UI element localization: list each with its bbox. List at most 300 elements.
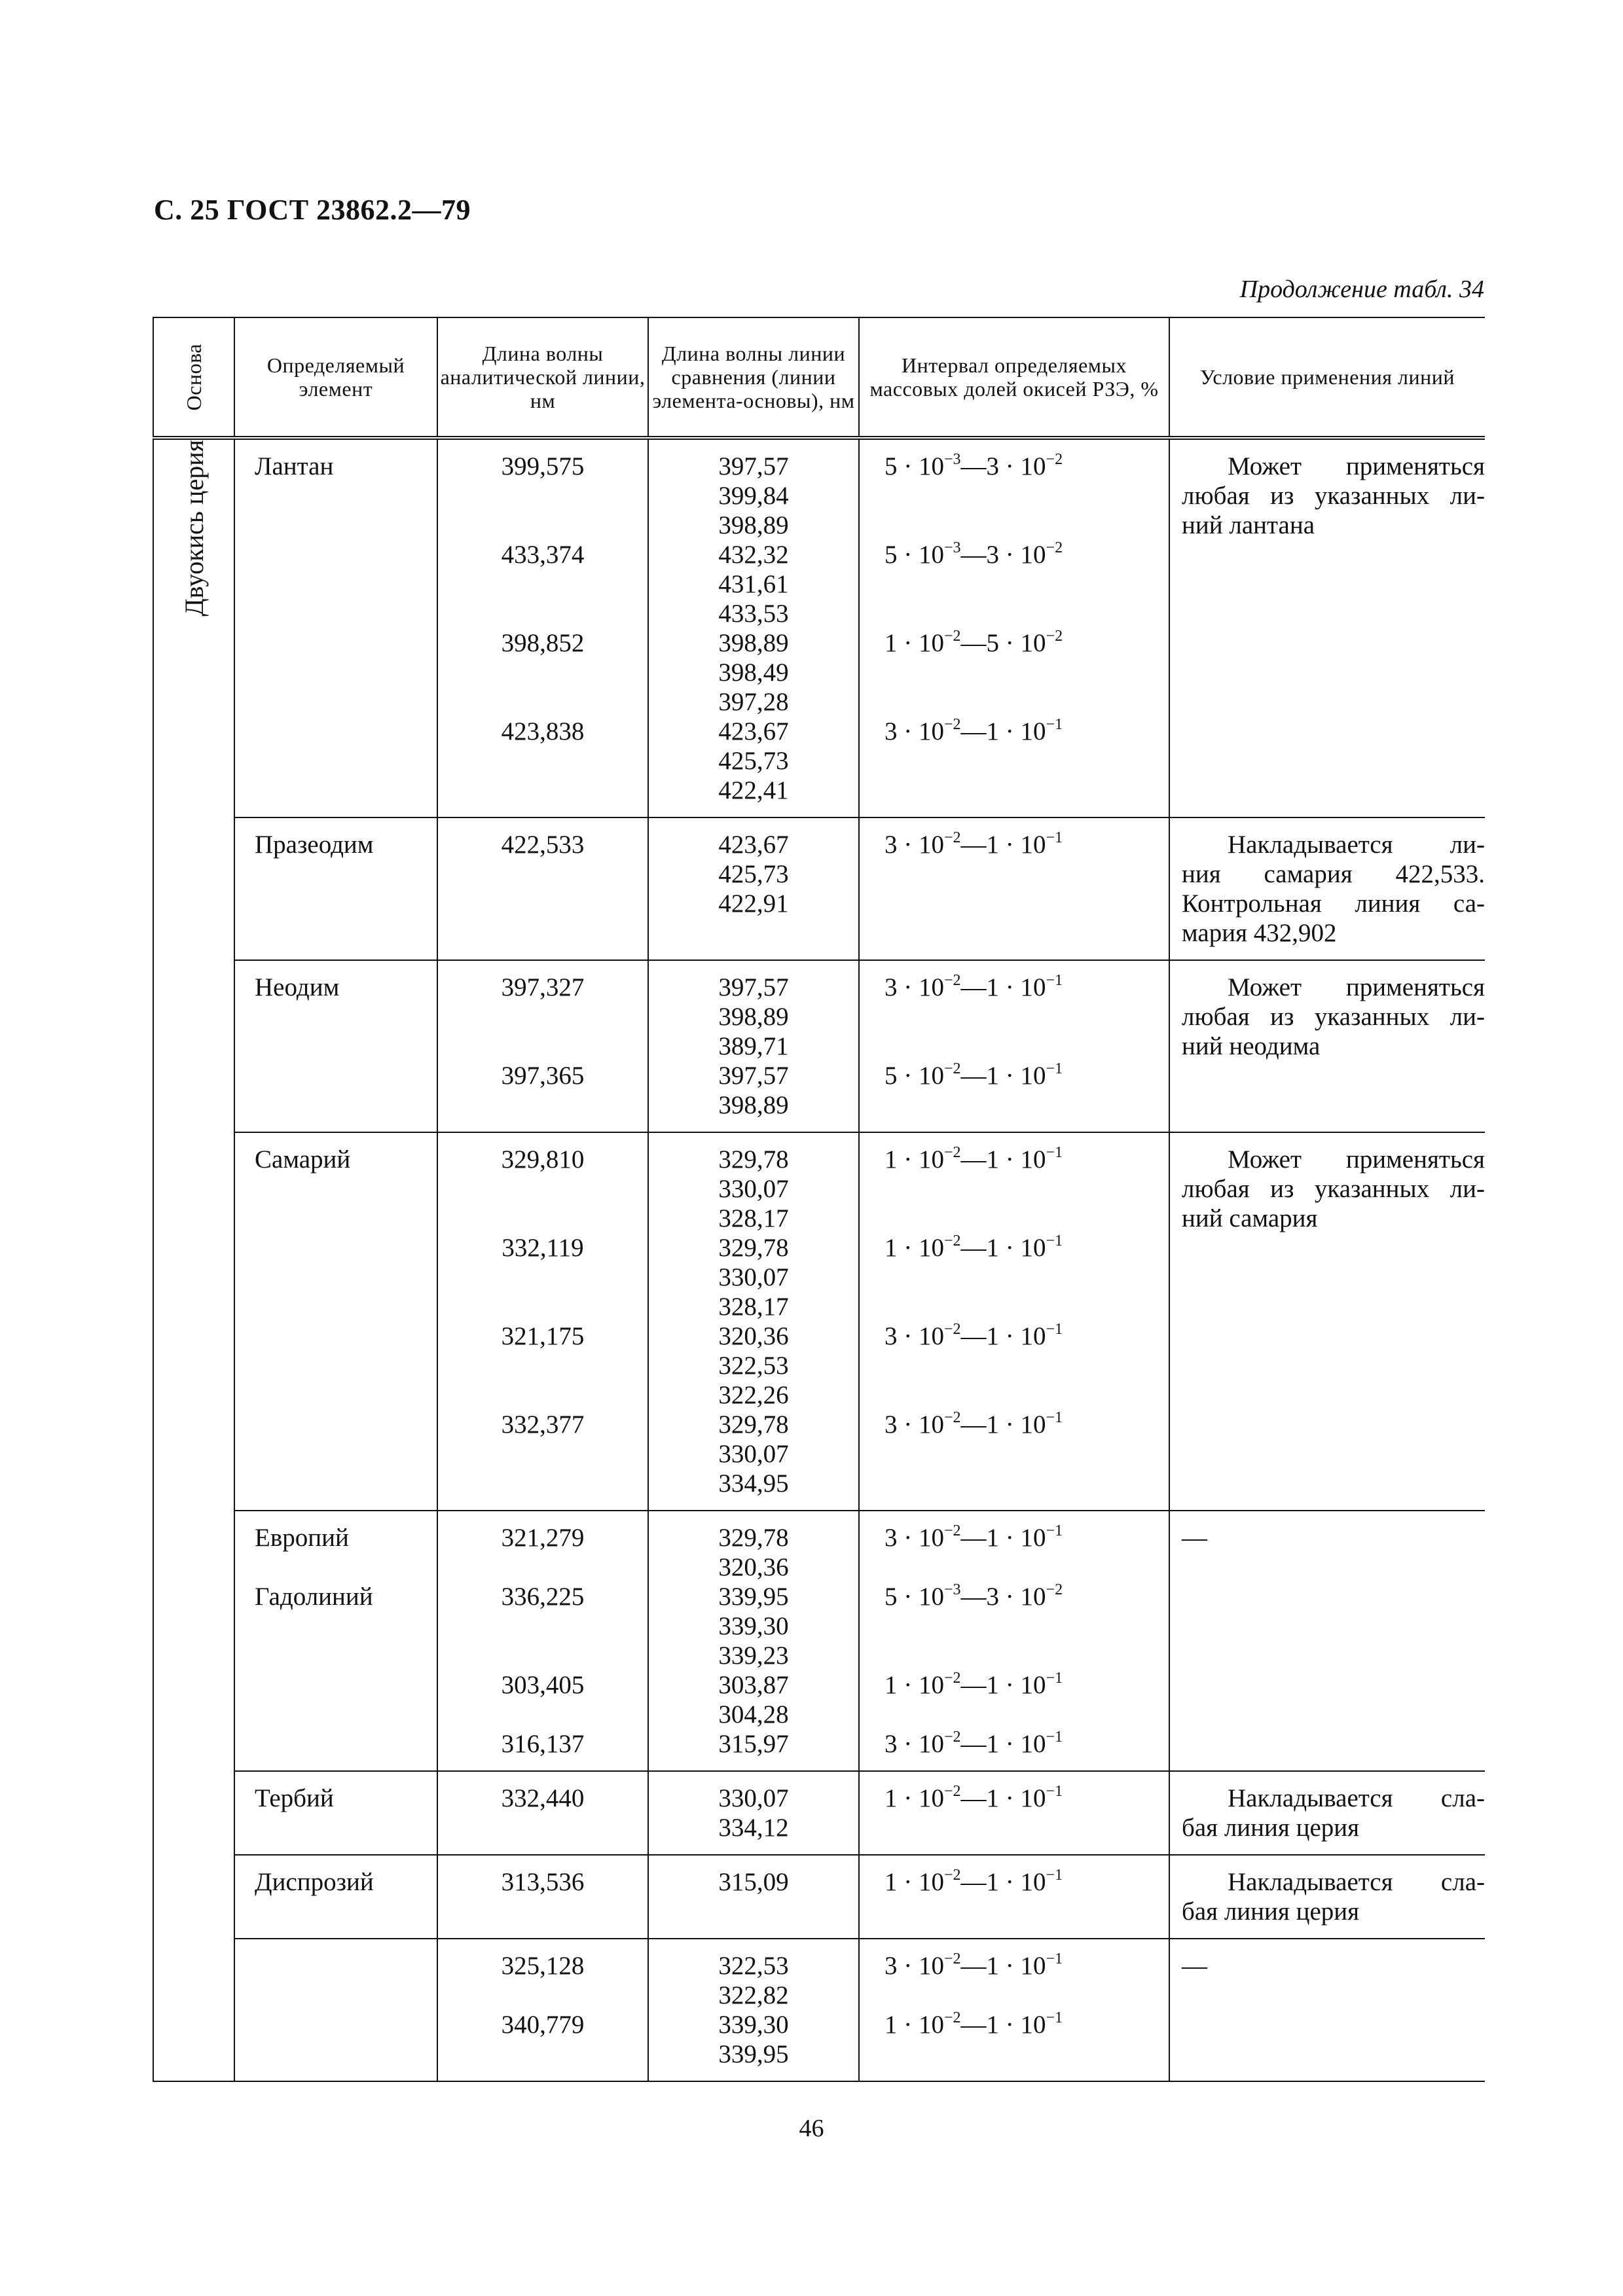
interval-upper-exponent: −2 [1046, 539, 1063, 556]
condition-line: ния самария 422,533. [1182, 860, 1485, 888]
compare-wavelength: 398,89 [718, 511, 789, 539]
mass-fraction-interval: $3 \cdot 10^{-2}—1 \cdot 10^{-1}$ [884, 1321, 1063, 1350]
element-name [255, 1951, 431, 2010]
analytic-wavelength: 433,374 [501, 541, 585, 569]
analytic-wavelength: 332,440 [501, 1784, 585, 1812]
condition-line: Накладывается сла- [1228, 1784, 1485, 1812]
mass-fraction-interval: $1 \cdot 10^{-2}—5 \cdot 10^{-2}$ [884, 628, 1063, 657]
element-name: Празеодим [255, 831, 374, 859]
interval-upper-coefficient: 1 [986, 1671, 1000, 1699]
compare-wavelength: 397,57 [718, 1062, 789, 1090]
condition-line: любая из указанных ли- [1182, 1003, 1485, 1031]
condition-line: ний самария [1182, 1204, 1318, 1232]
interval-lower-coefficient: 3 [884, 831, 898, 859]
interval-lower-exponent-sup [944, 1144, 961, 1161]
compare-wavelength: 423,67 [718, 717, 789, 745]
compare-wavelength-cell [648, 1855, 859, 1939]
interval-lower-coefficient: 1 [884, 629, 898, 657]
interval-upper-exponent-sup [1046, 1144, 1063, 1161]
compare-wavelength: 328,17 [718, 1293, 789, 1321]
element-name: Диспрозий [255, 1868, 374, 1896]
analytic-wavelength-list [438, 1511, 647, 1770]
condition-text [1170, 440, 1485, 552]
mass-fraction-interval: $3 \cdot 10^{-2}—1 \cdot 10^{-1}$ [884, 716, 1063, 745]
interval-lower-exponent: −2 [944, 829, 961, 846]
interval-lower-exponent: −2 [944, 1867, 961, 1884]
interval-upper-exponent-sup [1046, 1060, 1063, 1077]
analytic-wavelength: 340,779 [501, 2011, 585, 2039]
element-list [235, 961, 437, 1132]
element-list [235, 1133, 437, 1510]
element-list [235, 1511, 437, 1770]
analytic-wavelength: 422,533 [501, 831, 585, 859]
interval-cell [859, 817, 1169, 960]
compare-wavelength: 320,36 [718, 1322, 789, 1350]
interval-lower-exponent: −2 [944, 1670, 961, 1687]
compare-wavelength: 329,78 [718, 1524, 789, 1552]
element-cell [234, 960, 437, 1132]
interval-upper-exponent: −1 [1046, 1060, 1063, 1077]
element-name [255, 1729, 431, 1759]
interval-lower-exponent: −2 [944, 1783, 961, 1800]
interval-lower-exponent-sup [944, 1867, 961, 1884]
interval-lower-exponent: −2 [944, 1060, 961, 1077]
element-name: Самарий [255, 1145, 351, 1174]
page-number: 46 [799, 2115, 824, 2142]
interval-upper-exponent: −1 [1046, 1867, 1063, 1884]
mass-fraction-interval: $3 \cdot 10^{-2}—1 \cdot 10^{-1}$ [884, 829, 1063, 859]
interval-lower-exponent-sup [944, 539, 961, 556]
condition-text [1170, 818, 1485, 960]
interval-upper-coefficient: 5 [986, 629, 1000, 657]
interval-upper-coefficient: 1 [986, 1145, 1000, 1174]
analytic-wavelength-cell [437, 1939, 648, 2081]
element-list [235, 818, 437, 930]
analytic-wavelength-cell [437, 960, 648, 1132]
interval-upper-coefficient: 1 [986, 1062, 1000, 1090]
interval-upper-coefficient: 1 [986, 1730, 1000, 1758]
interval-lower-exponent: −2 [944, 972, 961, 989]
table-body-row [153, 960, 1485, 1132]
analytic-wavelength: 303,405 [501, 1671, 585, 1699]
analytic-wavelength: 399,575 [501, 452, 585, 480]
interval-list [860, 1511, 1169, 1770]
interval-upper-exponent-sup [1046, 1783, 1063, 1800]
compare-wavelength: 322,82 [718, 1981, 789, 2009]
condition-line: бая линия церия [1182, 1897, 1360, 1926]
interval-lower-exponent-sup [944, 1783, 961, 1800]
condition-cell [1169, 1132, 1485, 1511]
element-name [255, 540, 431, 628]
element-name [255, 1670, 431, 1729]
interval-upper-exponent-sup [1046, 1581, 1063, 1598]
condition-cell [1169, 1771, 1485, 1855]
interval-upper-coefficient: 1 [986, 1410, 1000, 1439]
compare-wavelength: 425,73 [718, 860, 789, 888]
analytic-wavelength-cell [437, 1511, 648, 1771]
condition-dash: — [1182, 1524, 1207, 1552]
compare-wavelength-cell [648, 1132, 859, 1511]
compare-wavelength: 339,95 [718, 2040, 789, 2068]
header-element: Определяемый элемент [234, 317, 437, 438]
mass-fraction-interval: $1 \cdot 10^{-2}—1 \cdot 10^{-1}$ [884, 1867, 1063, 1896]
header-osnova-label: Основа [182, 343, 206, 411]
element-list [235, 1939, 437, 2081]
osnova-label: Двуокись церия [179, 440, 209, 617]
interval-cell [859, 438, 1169, 817]
interval-lower-exponent-sup [944, 716, 961, 733]
compare-wavelength: 330,07 [718, 1175, 789, 1203]
interval-lower-exponent-sup [944, 1321, 961, 1338]
interval-lower-coefficient: 3 [884, 1952, 898, 1980]
interval-lower-exponent-sup [944, 1729, 961, 1746]
element-name [255, 1410, 431, 1498]
condition-cell [1169, 1511, 1485, 1771]
interval-upper-coefficient: 1 [986, 1952, 1000, 1980]
compare-wavelength: 320,36 [718, 1553, 789, 1581]
interval-upper-exponent: −1 [1046, 1670, 1063, 1687]
compare-wavelength-cell [648, 960, 859, 1132]
element-name: Европий [255, 1524, 349, 1552]
header-compare-wavelength: Длина волны линии сравнения (линии элемента-основы), нм [648, 317, 859, 438]
analytic-wavelength-list [438, 1133, 647, 1510]
table-body-row [153, 1132, 1485, 1511]
element-name: Гадолиний [255, 1583, 373, 1611]
interval-lower-exponent-sup [944, 451, 961, 468]
condition-line: Накладывается ли- [1228, 831, 1485, 859]
mass-fraction-interval: $5 \cdot 10^{-3}—3 \cdot 10^{-2}$ [884, 451, 1063, 480]
interval-lower-coefficient: 1 [884, 2011, 898, 2039]
compare-wavelength-list [649, 1133, 858, 1510]
interval-upper-exponent: −1 [1046, 972, 1063, 989]
mass-fraction-interval: $1 \cdot 10^{-2}—1 \cdot 10^{-1}$ [884, 1232, 1063, 1262]
condition-dash: — [1182, 1952, 1207, 1980]
condition-line: ний неодима [1182, 1032, 1321, 1060]
mass-fraction-interval: $3 \cdot 10^{-2}—1 \cdot 10^{-1}$ [884, 1729, 1063, 1758]
compare-wavelength: 398,89 [718, 629, 789, 657]
compare-wavelength-cell [648, 1771, 859, 1855]
analytic-wavelength-cell [437, 1132, 648, 1511]
compare-wavelength-list [649, 1772, 858, 1854]
interval-lower-exponent-sup [944, 1950, 961, 1967]
interval-lower-coefficient: 1 [884, 1868, 898, 1896]
compare-wavelength: 432,32 [718, 541, 789, 569]
interval-list [860, 961, 1169, 1132]
condition-cell [1169, 960, 1485, 1132]
condition-text [1170, 961, 1485, 1073]
mass-fraction-interval: $5 \cdot 10^{-2}—1 \cdot 10^{-1}$ [884, 1060, 1063, 1090]
interval-lower-coefficient: 1 [884, 1234, 898, 1262]
table-body-row [153, 1771, 1485, 1855]
condition-text [1170, 1856, 1485, 1938]
interval-upper-exponent: −1 [1046, 829, 1063, 846]
interval-lower-exponent: −2 [944, 2009, 961, 2026]
interval-upper-exponent-sup [1046, 1321, 1063, 1338]
interval-lower-coefficient: 3 [884, 1730, 898, 1758]
interval-upper-exponent: −1 [1046, 1321, 1063, 1338]
analytic-wavelength: 321,279 [501, 1524, 585, 1552]
interval-lower-coefficient: 3 [884, 1524, 898, 1552]
document-header: С. 25 ГОСТ 23862.2—79 [154, 194, 471, 226]
compare-wavelength-cell [648, 438, 859, 817]
analytic-wavelength: 321,175 [501, 1322, 585, 1350]
condition-line: Может применяться [1228, 973, 1485, 1001]
analytic-wavelength-list [438, 818, 647, 930]
mass-fraction-interval: $5 \cdot 10^{-3}—3 \cdot 10^{-2}$ [884, 1581, 1063, 1611]
interval-upper-coefficient: 1 [986, 1524, 1000, 1552]
interval-lower-exponent-sup [944, 1409, 961, 1426]
interval-lower-exponent-sup [944, 628, 961, 645]
interval-lower-coefficient: 1 [884, 1145, 898, 1174]
interval-lower-exponent-sup [944, 829, 961, 846]
element-cell [234, 1511, 437, 1771]
compare-wavelength: 315,97 [718, 1730, 789, 1758]
condition-text [1170, 1939, 1485, 1992]
mass-fraction-interval: $3 \cdot 10^{-2}—1 \cdot 10^{-1}$ [884, 1950, 1063, 1980]
interval-upper-exponent-sup [1046, 2009, 1063, 2026]
compare-wavelength: 322,26 [718, 1381, 789, 1409]
mass-fraction-interval: $1 \cdot 10^{-2}—1 \cdot 10^{-1}$ [884, 1670, 1063, 1699]
analytic-wavelength-list [438, 1772, 647, 1854]
compare-wavelength: 397,57 [718, 973, 789, 1001]
analytic-wavelength: 313,536 [501, 1868, 585, 1896]
interval-cell [859, 960, 1169, 1132]
compare-wavelength: 328,17 [718, 1204, 789, 1232]
compare-wavelength: 431,61 [718, 570, 789, 598]
element-cell [234, 1771, 437, 1855]
header-interval: Интервал определяемых массовых долей окисей РЗЭ, % [859, 317, 1169, 438]
interval-upper-coefficient: 1 [986, 1234, 1000, 1262]
interval-upper-exponent-sup [1046, 1867, 1063, 1884]
compare-wavelength: 339,95 [718, 1583, 789, 1611]
compare-wavelength-cell [648, 1939, 859, 2081]
interval-upper-exponent-sup [1046, 1522, 1063, 1539]
analytic-wavelength: 397,365 [501, 1062, 585, 1090]
mass-fraction-interval: $3 \cdot 10^{-2}—1 \cdot 10^{-1}$ [884, 972, 1063, 1001]
compare-wavelength: 399,84 [718, 482, 789, 510]
interval-lower-coefficient: 5 [884, 541, 898, 569]
element-cell [234, 1132, 437, 1511]
interval-upper-coefficient: 1 [986, 1322, 1000, 1350]
interval-lower-exponent-sup [944, 1060, 961, 1077]
condition-line: Может применяться [1228, 452, 1485, 480]
compare-wavelength: 397,57 [718, 452, 789, 480]
compare-wavelength: 433,53 [718, 600, 789, 628]
interval-upper-exponent-sup [1046, 716, 1063, 733]
interval-list [860, 818, 1169, 930]
interval-cell [859, 1132, 1169, 1511]
element-name [255, 628, 431, 717]
table-continuation-label: Продолжение табл. 34 [1239, 276, 1484, 303]
table-header [153, 317, 1485, 438]
interval-lower-exponent-sup [944, 1670, 961, 1687]
analytic-wavelength-list [438, 1939, 647, 2081]
interval-upper-exponent-sup [1046, 972, 1063, 989]
condition-cell [1169, 438, 1485, 817]
interval-upper-exponent-sup [1046, 829, 1063, 846]
condition-cell [1169, 817, 1485, 960]
interval-lower-exponent: −3 [944, 539, 961, 556]
table-body-row [153, 438, 1485, 817]
interval-list [860, 440, 1169, 817]
interval-lower-exponent: −2 [944, 1144, 961, 1161]
interval-cell [859, 1511, 1169, 1771]
compare-wavelength: 329,78 [718, 1410, 789, 1439]
mass-fraction-interval: $3 \cdot 10^{-2}—1 \cdot 10^{-1}$ [884, 1409, 1063, 1439]
analytic-wavelength: 332,377 [501, 1410, 585, 1439]
interval-lower-exponent-sup [944, 972, 961, 989]
analytic-wavelength-list [438, 1856, 647, 1909]
condition-text [1170, 1511, 1485, 1564]
interval-lower-exponent: −3 [944, 451, 961, 468]
element-cell [234, 1939, 437, 2081]
mass-fraction-interval: $3 \cdot 10^{-2}—1 \cdot 10^{-1}$ [884, 1522, 1063, 1552]
table-body-row [153, 1855, 1485, 1939]
analytic-wavelength-cell [437, 1771, 648, 1855]
interval-upper-exponent-sup [1046, 1950, 1063, 1967]
interval-upper-coefficient: 3 [986, 452, 1000, 480]
interval-upper-exponent-sup [1046, 628, 1063, 645]
element-cell [234, 817, 437, 960]
interval-list [860, 1856, 1169, 1909]
element-name: Лантан [255, 452, 334, 480]
element-list [235, 440, 437, 817]
interval-upper-exponent: −1 [1046, 1729, 1063, 1746]
analytic-wavelength-cell [437, 438, 648, 817]
interval-lower-exponent: −2 [944, 628, 961, 645]
compare-wavelength: 322,53 [718, 1952, 789, 1980]
interval-list [860, 1939, 1169, 2081]
element-name: Тербий [255, 1784, 334, 1812]
interval-lower-coefficient: 1 [884, 1784, 898, 1812]
header-analytic-wavelength: Длина волны аналитической линии, нм [437, 317, 648, 438]
interval-cell [859, 1939, 1169, 2081]
interval-list [860, 1133, 1169, 1510]
condition-line: мария 432,902 [1182, 919, 1337, 947]
condition-cell [1169, 1855, 1485, 1939]
interval-lower-exponent: −2 [944, 1729, 961, 1746]
interval-upper-exponent: −1 [1046, 1783, 1063, 1800]
compare-wavelength-cell [648, 817, 859, 960]
interval-upper-exponent: −1 [1046, 1232, 1063, 1249]
compare-wavelength: 330,07 [718, 1440, 789, 1468]
compare-wavelength-list [649, 818, 858, 930]
interval-lower-exponent-sup [944, 2009, 961, 2026]
analytic-wavelength: 329,810 [501, 1145, 585, 1174]
interval-upper-coefficient: 1 [986, 717, 1000, 745]
analytic-wavelength-cell [437, 817, 648, 960]
analytic-wavelength-list [438, 961, 647, 1132]
condition-line: ний лантана [1182, 511, 1315, 539]
compare-wavelength: 423,67 [718, 831, 789, 859]
table-body-row [153, 817, 1485, 960]
interval-upper-exponent: −1 [1046, 1522, 1063, 1539]
interval-upper-coefficient: 1 [986, 973, 1000, 1001]
mass-fraction-interval: $1 \cdot 10^{-2}—1 \cdot 10^{-1}$ [884, 1783, 1063, 1812]
interval-upper-coefficient: 1 [986, 2011, 1000, 2039]
table-header-row [153, 317, 1485, 438]
interval-lower-exponent: −2 [944, 1321, 961, 1338]
analytic-wavelength: 332,119 [501, 1234, 584, 1262]
compare-wavelength: 398,89 [718, 1091, 789, 1119]
condition-cell [1169, 1939, 1485, 2081]
condition-line: любая из указанных ли- [1182, 482, 1485, 510]
interval-upper-exponent-sup [1046, 539, 1063, 556]
analytic-wavelength-cell [437, 1855, 648, 1939]
interval-upper-exponent: −1 [1046, 1144, 1063, 1161]
interval-lower-exponent: −2 [944, 1232, 961, 1249]
interval-lower-exponent-sup [944, 1232, 961, 1249]
compare-wavelength: 389,71 [718, 1032, 789, 1060]
interval-lower-coefficient: 5 [884, 1062, 898, 1090]
compare-wavelength: 303,87 [718, 1671, 789, 1699]
interval-upper-exponent-sup [1046, 1670, 1063, 1687]
compare-wavelength: 322,53 [718, 1352, 789, 1380]
compare-wavelength: 398,49 [718, 658, 789, 687]
interval-upper-exponent: −2 [1046, 451, 1063, 468]
interval-lower-exponent: −2 [944, 1409, 961, 1426]
condition-line: любая из указанных ли- [1182, 1175, 1485, 1203]
mass-fraction-interval: $1 \cdot 10^{-2}—1 \cdot 10^{-1}$ [884, 2009, 1063, 2039]
element-list [235, 1856, 437, 1909]
compare-wavelength: 330,07 [718, 1263, 789, 1291]
interval-upper-exponent: −1 [1046, 1950, 1063, 1967]
interval-lower-exponent-sup [944, 1522, 961, 1539]
condition-text [1170, 1772, 1485, 1854]
interval-upper-exponent-sup [1046, 1232, 1063, 1249]
compare-wavelength: 334,12 [718, 1814, 789, 1842]
condition-line: Может применяться [1228, 1145, 1485, 1174]
interval-cell [859, 1855, 1169, 1939]
compare-wavelength: 422,91 [718, 889, 789, 918]
condition-text [1170, 1133, 1485, 1245]
interval-lower-coefficient: 5 [884, 1583, 898, 1611]
spectral-lines-table [153, 317, 1485, 2082]
table-body-row [153, 1939, 1485, 2081]
element-name [255, 1321, 431, 1410]
compare-wavelength-list [649, 961, 858, 1132]
compare-wavelength: 398,89 [718, 1003, 789, 1031]
interval-upper-exponent: −2 [1046, 1581, 1063, 1598]
osnova-wrapper [154, 440, 234, 617]
element-cell [234, 438, 437, 817]
compare-wavelength-list [649, 1856, 858, 1909]
interval-upper-exponent: −1 [1046, 716, 1063, 733]
element-list [235, 1772, 437, 1854]
interval-upper-exponent-sup [1046, 1729, 1063, 1746]
compare-wavelength-cell [648, 1511, 859, 1771]
interval-lower-coefficient: 3 [884, 973, 898, 1001]
element-name [255, 717, 431, 805]
interval-upper-coefficient: 1 [986, 831, 1000, 859]
interval-lower-exponent: −2 [944, 1522, 961, 1539]
compare-wavelength: 425,73 [718, 747, 789, 775]
element-cell [234, 1855, 437, 1939]
compare-wavelength: 339,30 [718, 2011, 789, 2039]
compare-wavelength: 339,30 [718, 1612, 789, 1640]
interval-upper-coefficient: 1 [986, 1784, 1000, 1812]
interval-upper-coefficient: 1 [986, 1868, 1000, 1896]
interval-lower-exponent: −2 [944, 716, 961, 733]
interval-upper-exponent-sup [1046, 1409, 1063, 1426]
table-body-row [153, 1511, 1485, 1771]
interval-lower-exponent: −3 [944, 1581, 961, 1598]
interval-upper-exponent-sup [1046, 451, 1063, 468]
interval-lower-coefficient: 3 [884, 1322, 898, 1350]
compare-wavelength: 329,78 [718, 1145, 789, 1174]
header-osnova [153, 317, 234, 438]
header-condition: Условие применения линий [1169, 317, 1485, 438]
